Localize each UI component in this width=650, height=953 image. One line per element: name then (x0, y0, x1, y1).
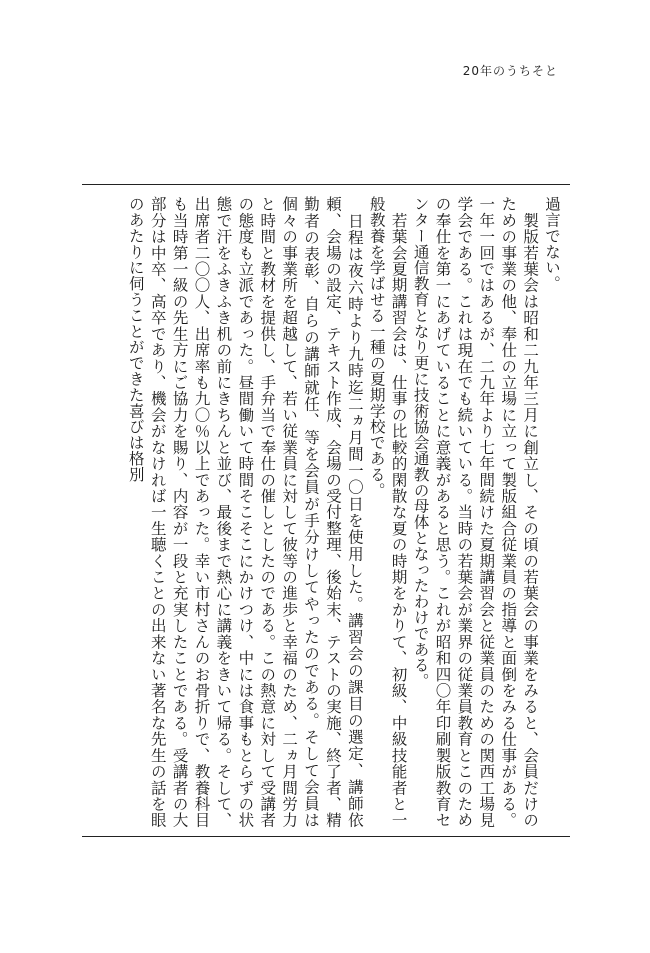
paragraph: 日程は夜六時より九時迄二ヵ月間一〇日を使用した。講習会の課目の選定、講師依頼、会場の設定、テキスト作成、会場の受付整理、後始末、テストの実施、終了者、精勤者の表彰、自らの講師就任、等を会員が手分けしてやったのである。そして会員は個々の事業所を超越して、若い従業員に対して彼等の進歩と幸福のため、二ヵ月間労力と時間と教材を提供し、手弁当で奉仕の催しとしたのである。この熱意に対して受講者の態度も立派であった。昼間働いて時間そこそこにかけつけ、中には食事もとらずの状態で汗をふきふき机の前にきちんと並び、最後まで熱心に講義をきいて帰る。そして、出席者二〇〇人、出席率も九〇％以上であった。幸い市村さんのお骨折りで、教養科目も当時第一級の先生方にご協力を賜り、内容が一段と充実したことである。受講者の大部分は中卒、高卒であり、機会がなければ一生聴くことの出来ない著名な先生の話を眼のあたりに伺うことができた喜びは格別 (126, 196, 364, 828)
top-rule (82, 184, 570, 185)
paragraph: 若葉会夏期講習会は、仕事の比較的閑散な夏の時期をかりて、初級、中級技能者と一般教養を学ばせる一種の夏期学校である。 (367, 196, 408, 828)
paragraph: 過言でない。 (543, 196, 561, 292)
running-title: 20年のうちそと (462, 64, 558, 78)
body-text (86, 196, 562, 828)
bottom-rule (82, 836, 570, 837)
paragraph: 製版若葉会は昭和二九年三月に創立し、その頃の若葉会の事業をみると、会員だけのための事業の他、奉仕の立場に立って製版組合従業員の指導と面倒をみる仕事がある。一年一回ではあるが、二九年より七年間続けた夏期講習会と従業員のための関西工場見学会である。これは現在でも続いている。当時の若葉会が業界の従業員教育とこのための奉仕を第一にあげていることに意義があると思う。これが昭和四〇年印刷製版教育センター通信教育となり更に技術協会通教の母体となったわけである。 (411, 196, 540, 828)
